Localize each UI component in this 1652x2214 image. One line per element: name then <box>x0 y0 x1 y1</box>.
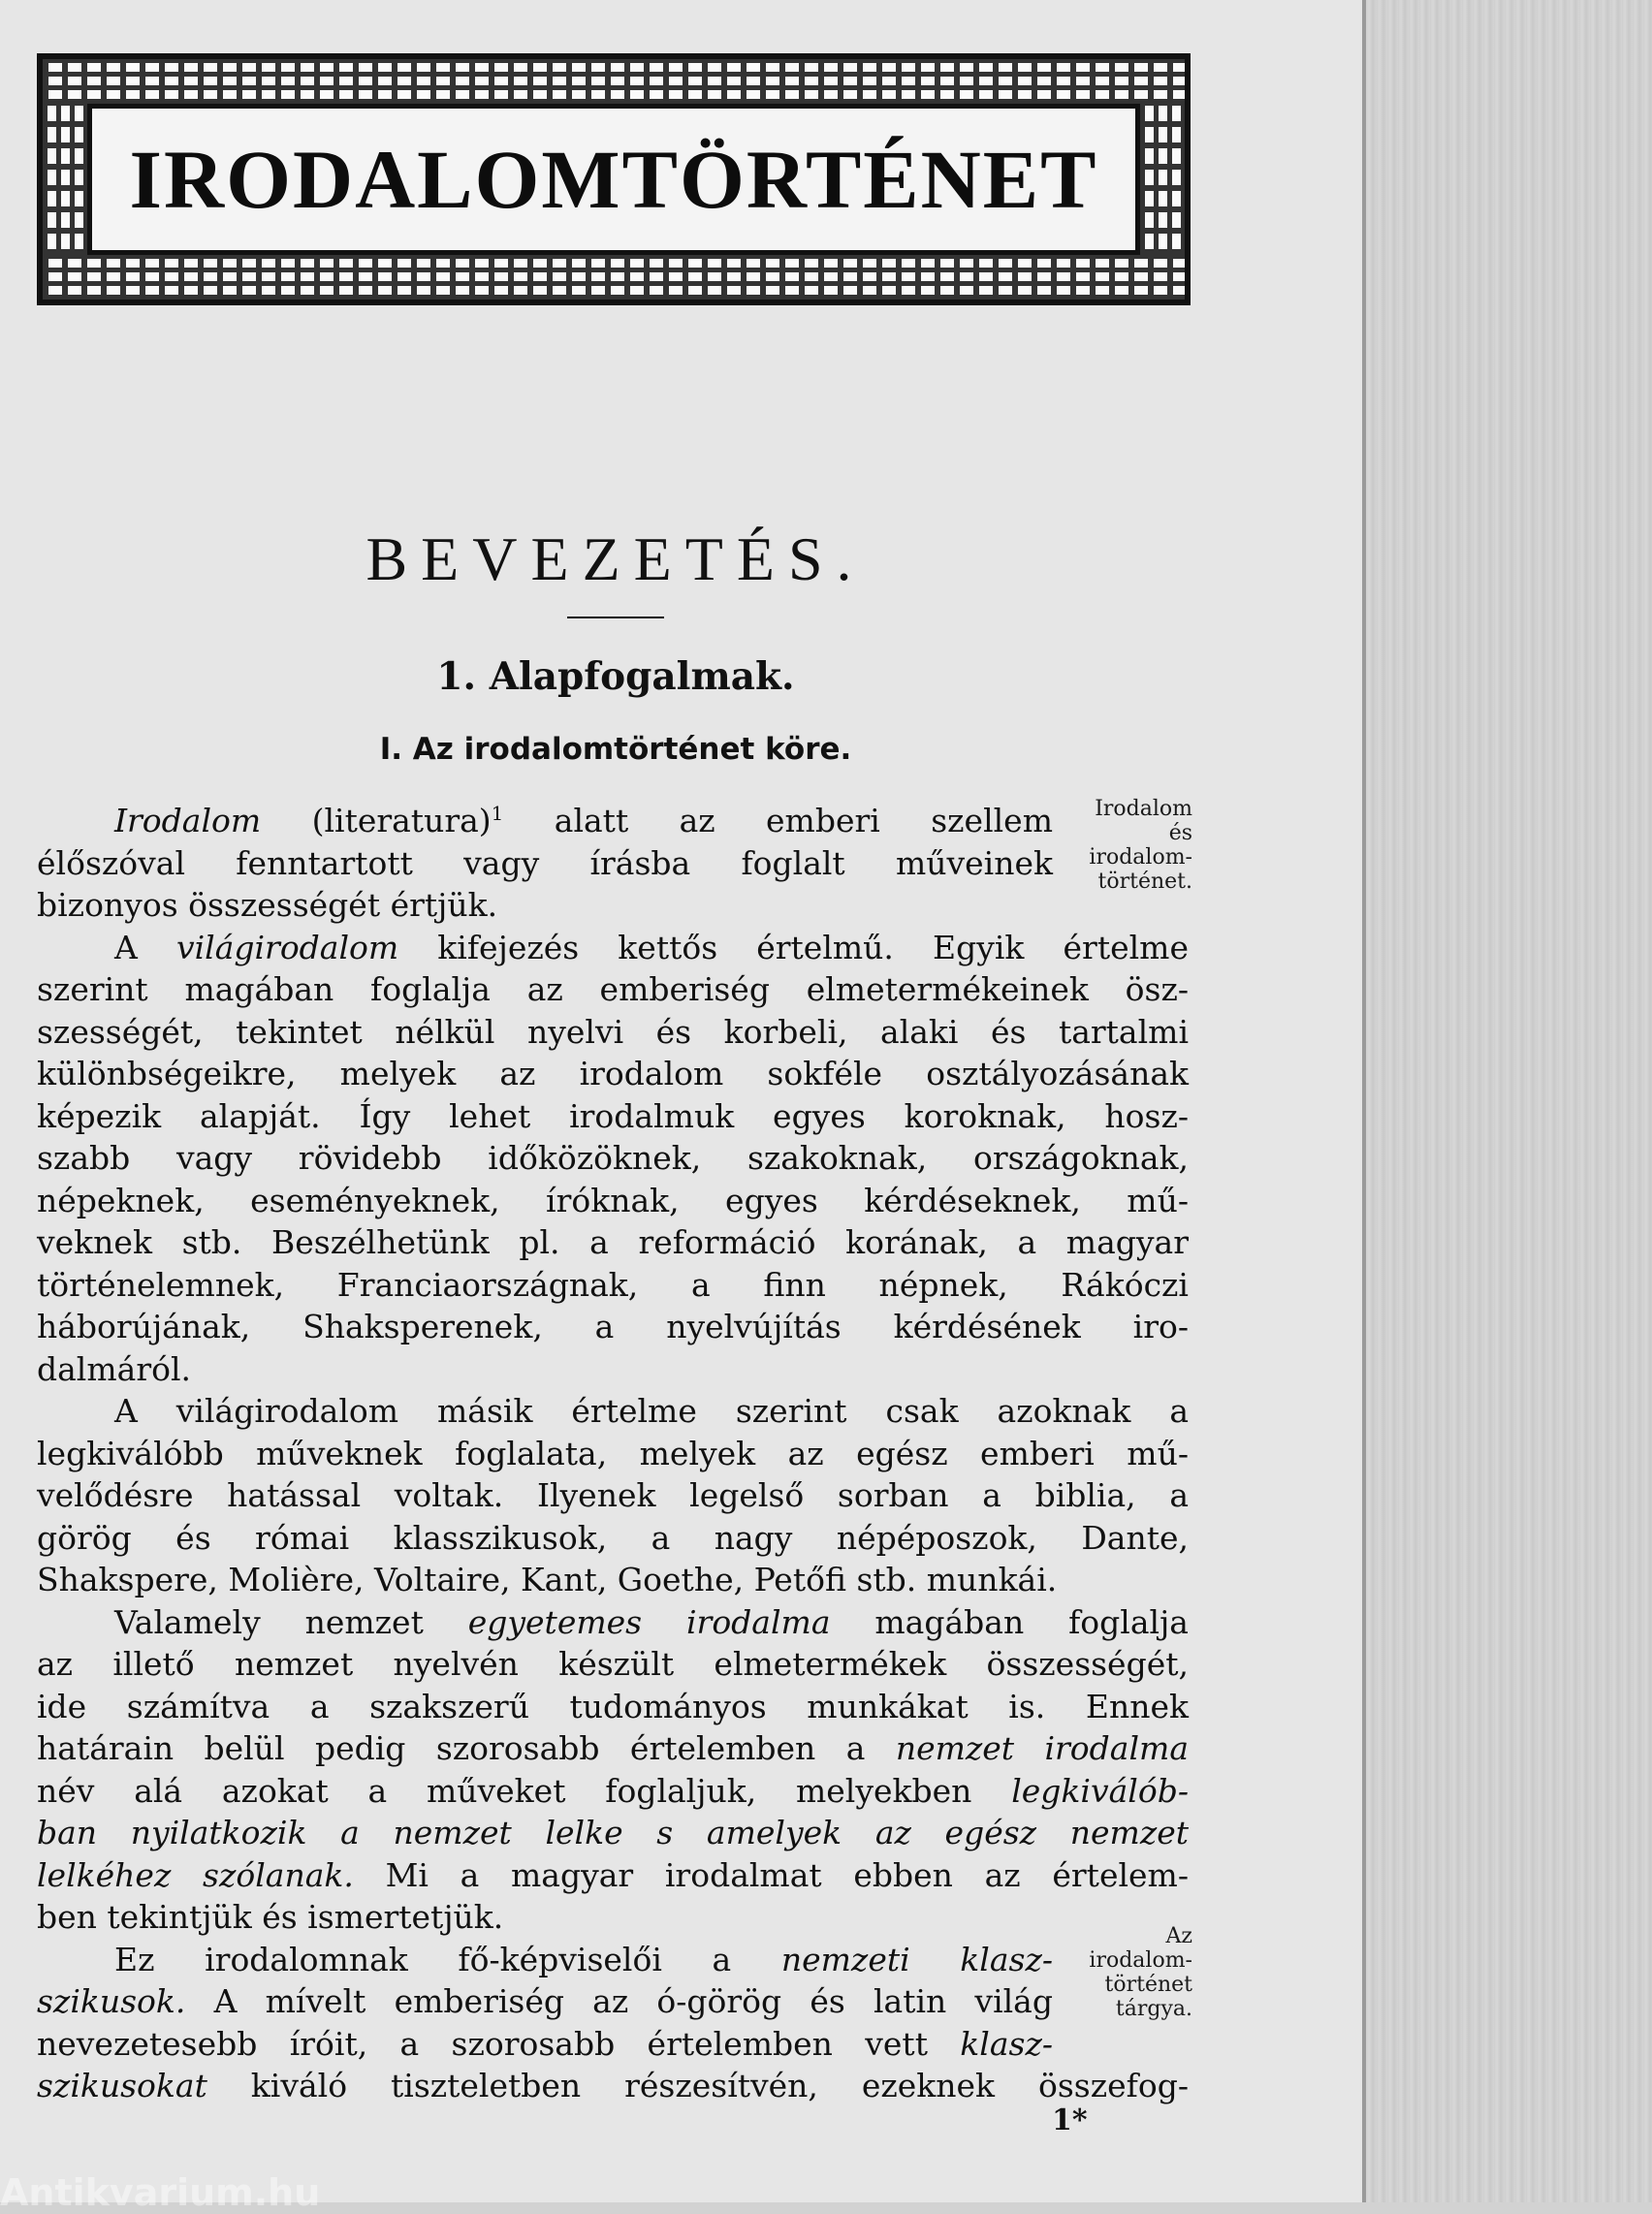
text-run: szikusokat <box>37 2067 207 2104</box>
text-run: egyetemes irodalma <box>467 1602 831 1641</box>
text-run: Irodalom <box>114 802 262 839</box>
text-run: lelkéhez szólanak. <box>37 1855 354 1894</box>
paragraph <box>37 793 1189 927</box>
text-run: kifejezés kettős értelmű. Egyik értelme <box>398 928 1189 966</box>
paragraph <box>37 1601 1189 1939</box>
text-run: világirodalom <box>175 928 399 966</box>
text-line <box>37 1348 1189 1391</box>
text-line <box>37 2065 1189 2107</box>
text-run: képezik alapját. Így lehet irodalmuk egyes koroknak, hosz- <box>37 1096 1189 1135</box>
text-run: az illető nemzet nyelvén készült elmetermékek összességét, <box>37 1645 1189 1683</box>
text-run: szikusok. <box>37 1982 186 2020</box>
paragraph <box>37 1939 1189 2107</box>
text-run: határain belül pedig szorosabb értelemben a <box>37 1729 896 1767</box>
text-run: bizonyos összességét értjük. <box>37 886 498 924</box>
text-line <box>37 1643 1189 1686</box>
text-run: A világirodalom másik értelme szerint csak azoknak a <box>114 1392 1189 1430</box>
text-run: szerint magában foglalja az emberiség elmetermékeinek ösz- <box>37 970 1189 1008</box>
watermark: Antikvarium.hu <box>0 2171 321 2214</box>
text-run: név alá azokat a műveket foglaljuk, melyekben <box>37 1771 1012 1810</box>
text-line <box>37 1433 1189 1475</box>
text-run: különbségeikre, melyek az irodalom sokféle osztályozásának <box>37 1055 1189 1092</box>
text-line <box>37 1390 1189 1433</box>
text-run: legkiválób- <box>1011 1771 1189 1810</box>
text-line <box>37 1770 1189 1813</box>
margin-note: Irodalom és irodalom- történet. <box>1089 797 1192 894</box>
text-line <box>37 793 1053 842</box>
text-line <box>37 884 1053 927</box>
text-line <box>37 1137 1189 1180</box>
text-run: nemzet irodalma <box>895 1729 1189 1767</box>
text-run: nemzeti klasz- <box>780 1940 1053 1978</box>
text-run: ben tekintjük és ismertetjük. <box>37 1898 504 1936</box>
text-line <box>37 1517 1189 1560</box>
text-line <box>37 1306 1189 1348</box>
ornament-border-left <box>43 104 87 255</box>
text-line <box>37 1686 1189 1728</box>
text-line <box>37 1011 1189 1054</box>
text-line <box>37 1095 1189 1138</box>
paragraph <box>37 1390 1189 1601</box>
text-run: görög és római klasszikusok, a nagy népéposzok, Dante, <box>37 1518 1189 1557</box>
text-run: történelemnek, Franciaországnak, a finn népnek, Rákóczi <box>37 1265 1189 1304</box>
text-line <box>37 1221 1189 1264</box>
text-run: Shakspere, Molière, Voltaire, Kant, Goethe, Petőfi stb. munkái. <box>37 1561 1058 1598</box>
text-line <box>37 842 1053 885</box>
text-run: (literatura) <box>261 802 492 839</box>
text-line <box>37 1601 1189 1644</box>
text-line <box>37 1180 1189 1222</box>
text-line <box>37 1980 1053 2023</box>
paragraph <box>37 927 1189 1391</box>
footnote-marker: 1 <box>491 802 504 825</box>
text-run: Ez irodalomnak fő-képviselői a <box>114 1940 781 1978</box>
subsubsection-title: I. Az irodalomtörténet köre. <box>379 732 852 767</box>
ornament-border-bottom <box>43 255 1185 300</box>
text-line <box>37 1053 1189 1095</box>
margin-note: Az irodalom- történet tárgya. <box>1089 1924 1192 2021</box>
text-line <box>37 2023 1053 2066</box>
section-divider <box>567 617 664 618</box>
page-number: 1* <box>1052 2103 1088 2137</box>
text-line <box>37 1727 1189 1770</box>
text-run: veknek stb. Beszélhetünk pl. a reformáció korának, a magyar <box>37 1223 1189 1261</box>
text-line <box>37 1896 1189 1939</box>
ornament-border-right <box>1140 104 1185 255</box>
text-run: háborújának, Shaksperenek, a nyelvújítás kérdésének iro- <box>37 1308 1189 1345</box>
text-run: nevezetesebb íróit, a szorosabb értelemben vett <box>37 2024 961 2063</box>
section-title: BEVEZETÉS. <box>365 524 866 593</box>
title-banner <box>37 53 1191 305</box>
text-line <box>37 1559 1189 1601</box>
text-line <box>37 1264 1189 1307</box>
text-run: dalmáról. <box>37 1349 192 1388</box>
text-run: Valamely nemzet <box>114 1602 468 1641</box>
ornament-border-top <box>43 59 1185 104</box>
text-run: népeknek, eseményeknek, íróknak, egyes kérdéseknek, mű- <box>37 1181 1189 1219</box>
text-line <box>37 1854 1189 1897</box>
text-run: alatt az emberi szellem <box>503 802 1053 839</box>
text-run: kiváló tiszteletben részesítvén, ezeknek összefog- <box>206 2067 1189 2104</box>
text-run: A mívelt emberiség az ó-görög és latin világ <box>185 1982 1053 2020</box>
subsection-title: 1. Alapfogalmak. <box>436 654 795 699</box>
text-line <box>37 968 1189 1011</box>
text-run: magában foglalja <box>830 1602 1189 1641</box>
text-run: ide számítva a szakszerű tudományos munkákat is. Ennek <box>37 1687 1189 1725</box>
text-run: élőszóval fenntartott vagy írásba foglalt műveinek <box>37 843 1053 882</box>
text-line <box>37 1939 1053 1981</box>
book-gutter <box>1362 0 1652 2202</box>
text-run: velődésre hatással voltak. Ilyenek legelső sorban a biblia, a <box>37 1476 1189 1514</box>
body-text <box>37 793 1189 2107</box>
text-run: A <box>114 928 176 966</box>
text-run: Mi a magyar irodalmat ebben az értelem- <box>353 1855 1190 1894</box>
text-run: legkiválóbb műveknek foglalata, melyek az egész emberi mű- <box>37 1434 1189 1472</box>
text-run: szabb vagy rövidebb időközöknek, szakoknak, országoknak, <box>37 1139 1189 1177</box>
text-run: ban nyilatkozik a nemzet lelke s amelyek az egész nemzet <box>37 1814 1189 1851</box>
text-run: klasz- <box>960 2024 1053 2063</box>
text-line <box>37 1812 1189 1854</box>
banner-title: IRODALOMTÖRTÉNET <box>129 133 1098 226</box>
text-line <box>37 1474 1189 1517</box>
text-run: szességét, tekintet nélkül nyelvi és korbeli, alaki és tartalmi <box>37 1012 1189 1051</box>
banner-inner-frame <box>87 104 1140 255</box>
text-line <box>37 927 1189 969</box>
